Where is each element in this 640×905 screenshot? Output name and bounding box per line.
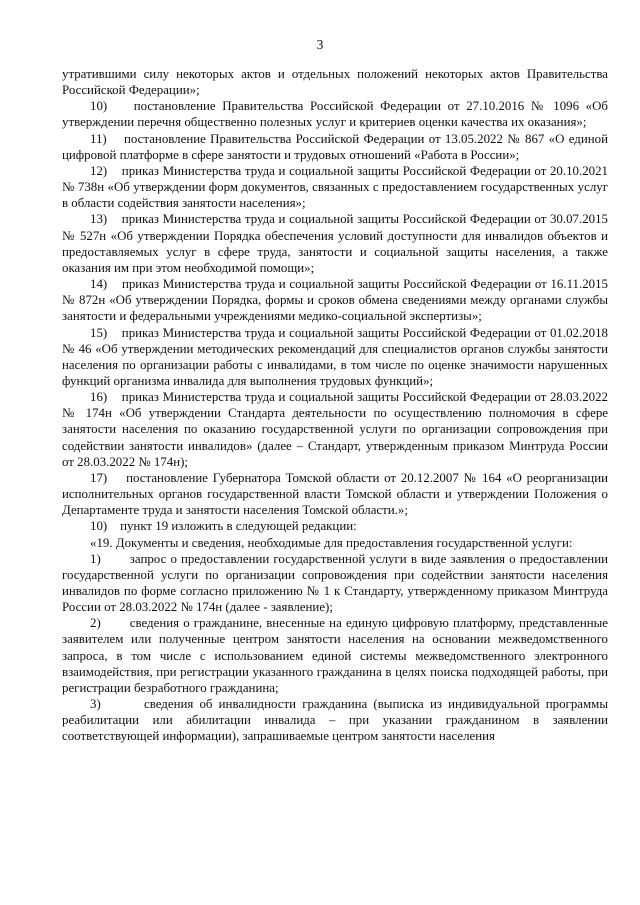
list-item-16-order-174n: 16) приказ Министерства труда и социальной защиты Российской Федерации от 28.03.2022 № 174н «Об утверждении Стандарта деятельности по осуществлению полномочия в сфере занятости населения по оказанию государственной услуги по организации сопровождения при содействии занятости инвалидов» (далее – Стандарт, утвержденным приказом Минтруда России от 28.03.2022 № 174н); bbox=[62, 390, 608, 469]
list-item-13-order-527n: 13) приказ Министерства труда и социальной защиты Российской Федерации от 30.07.2015 № 527н «Об утверждении Порядка обеспечения условий доступности для инвалидов объектов и предоставляемых услуг в сфере труда, занятости и социальной защиты населения, а также оказания им при этом необходимой помощи»; bbox=[62, 212, 608, 275]
list-item-14-order-872n: 14) приказ Министерства труда и социальной защиты Российской Федерации от 16.11.2015 № 872н «Об утверждении Порядка, формы и сроков обмена сведениями между органами службы занятости и федеральными учреждениями медико-социальной экспертизы»; bbox=[62, 277, 608, 324]
page-number: 3 bbox=[316, 37, 324, 52]
list-item-12-order-738n: 12) приказ Министерства труда и социальной защиты Российской Федерации от 20.10.2021 № 738н «Об утверждении форм документов, связанных с предоставлением государственных услуг в области содействия занятости населения»; bbox=[62, 163, 608, 211]
clause-19-item-1: 1) запрос о предоставлении государственной услуги в виде заявления о предоставлении государственной услуги по организации сопровождения при содействии занятости населения инвалидов по форме согласно приложению № 1 к Стандарту, утвержденному приказом Минтруда России от 28.03.2022 № 174н (далее - заявление); bbox=[62, 551, 608, 615]
clause-19-item-2: 2) сведения о гражданине, внесенные на единую цифровую платформу, представленные заявителем или полученные центром занятости населения на основании межведомственного запроса, в том числе с использованием единой системы межведомственного электронного взаимодействия, при регистрации указанного гражданина в целях поиска подходящей работы, при регистрации безработного гражданина; bbox=[62, 616, 608, 695]
list-item-17-governor-resolution-164: 17) постановление Губернатора Томской области от 20.12.2007 № 164 «О реорганизации исполнительных органов государственной власти Томской области и утверждении Положения о Департаменте труда и занятости населения Томской области.»; bbox=[62, 470, 608, 518]
document-body bbox=[62, 66, 608, 745]
clause-19-heading: «19. Документы и сведения, необходимые для предоставления государственной услуги: bbox=[90, 535, 573, 550]
list-item-10-resolution-1096: 10) постановление Правительства Российской Федерации от 27.10.2016 № 1096 «Об утверждении перечня общественно полезных услуг и критериев оценки качества их оказания»; bbox=[62, 99, 608, 130]
amendment-item-10: 10) пункт 19 изложить в следующей редакции: bbox=[90, 519, 357, 534]
list-item-11-resolution-867: 11) постановление Правительства Российской Федерации от 13.05.2022 № 867 «О единой цифровой платформе в сфере занятости и трудовых отношений «Работа в России»; bbox=[62, 131, 608, 162]
paragraph-continuation: утратившими силу некоторых актов и отдельных положений некоторых актов Правительства Российской Федерации»; bbox=[62, 67, 608, 98]
list-item-15-order-46: 15) приказ Министерства труда и социальной защиты Российской Федерации от 01.02.2018 № 46 «Об утверждении методических рекомендаций для специалистов органов службы занятости населения по организации работы с инвалидами, в том числе по оценке значимости нарушенных функций организма инвалида для выполнения трудовых функций»; bbox=[62, 325, 608, 388]
clause-19-item-3: 3) сведения об инвалидности гражданина (выписка из индивидуальной программы реабилитации или абилитации инвалида – при указании гражданином в заявлении соответствующей информации), запрашиваемые центром занятости населения bbox=[62, 697, 608, 744]
